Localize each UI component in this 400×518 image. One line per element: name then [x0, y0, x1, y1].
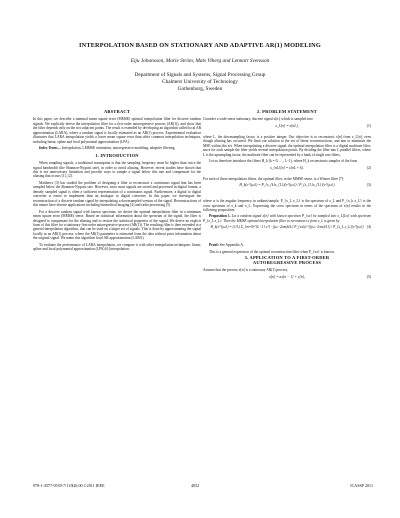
- equation-3-number: (3): [366, 183, 371, 188]
- affiliation-city: Gothenburg, Sweden: [177, 86, 223, 93]
- affiliation: [0, 72, 400, 94]
- equation-4-number: (4): [366, 225, 371, 230]
- author-list: Eiju Johansson, Marie Ström, Mats Viberg and Lennart Svensson: [130, 58, 270, 64]
- abstract-heading: ABSTRACT: [103, 109, 131, 114]
- index-terms-text: Interpolation, LMMSE estimation, autoregressive modeling, adaptive filtering: [62, 146, 175, 151]
- equation-1-number: (1): [366, 123, 371, 128]
- problem-paragraph-1: Consider a wide-sense stationary, discrete signal x[n], which is sampled into: [203, 117, 313, 122]
- equation-2-body: x_{nL}[n] = x[nL + k].: [270, 165, 304, 170]
- equation-4: [203, 225, 371, 241]
- proposition-label: Proposition 1.: [209, 214, 231, 219]
- equation-1-body: x_L[n] = x[nL],: [275, 123, 299, 128]
- affiliation-university: Chalmers University of Technology: [162, 79, 238, 86]
- footer-page-number: 4052: [191, 483, 200, 488]
- intro-paragraph-2: Matthews [3] has studied the problem of designing a filter to reconstruct a continuous signal that has been sampled below the Shannon-Nyquist rate. However, since most signals are stored and processed in digital format, a densely sampled signal is often a sufficient representation of a continuous signal. Furthermore, a digital to digital converter is easier to implement than an analogue to digital converter. In this paper, we investigate the reconstruction of a discrete random signal by interpolating a downsampled version of the signal. Reconstructions of this nature have diverse applications including biomedical imaging [4] and radio processing [5].: [33, 180, 201, 208]
- proposition-1: [203, 214, 371, 223]
- equation-2: [203, 166, 371, 175]
- equation-1: [203, 124, 371, 133]
- equation-5-body: x[n] = ax[n − 1] + e[n],: [269, 274, 305, 279]
- intro-paragraph-3: For a discrete random signal with known spectrum, we derive the optimal interpolation filter in a minimum mean square error (MMSE) sense. Based on statistical information about the spectrum of the signal, the filter is designed to compensate for the aliasing and to restore the statistical properties of the signal. We derive an explicit form of this filter for a stationary first-order autoregressive process (AR(1)). The resulting filter is then extended to a general interpolation algorithm, that can be used on a larger set of signals. This is done by approximating the signal locally as an AR(1) process, where the AR(1) parameter is estimated from the data without prior information about the original signal. We name this algorithm local AR approximation (LARA).: [33, 209, 201, 241]
- intro-paragraph-1: When sampling signals, a traditional assumption is that the sampling frequency must be higher than twice the signal bandwidth (the Shannon-Nyquist rate), in order to avoid aliasing. However, recent studies have shown that this is not unnecessary limitation and provide ways to sample a signal below this rate and compensate for the aliasing that occurs [1], [2].: [33, 161, 201, 179]
- ar1-heading-line-2: AUTOREGRESSIVE PROCESS: [252, 259, 322, 265]
- proof-label: Proof:: [209, 243, 219, 248]
- equation-2-number: (2): [366, 165, 371, 170]
- affiliation-department: Department of Signals and Systems, Signal Processing Group: [134, 72, 266, 78]
- intro-heading: 1. INTRODUCTION: [95, 152, 139, 158]
- index-terms: [33, 146, 201, 150]
- problem-paragraph-4: For each of these interpolation filters, the optimal filter, in the MMSE sense, is a Wiener filter [7]:: [203, 176, 344, 181]
- right-column: [203, 108, 371, 286]
- paper-title: INTERPOLATION BASED ON STATIONARY AND ADAPTIVE AR(1) MODELING: [79, 42, 321, 49]
- intro-paragraph-4: To evaluate the performance of LARA interpolation, we compare it with other interpolation techniques: linear, spline and local polynomial approximation (LPA) [6] interpolation.: [33, 242, 201, 252]
- abstract-text: In this paper, we describe a minimal mean square error (MMSE) optimal interpolation filter for discrete random signals. We explicitly derive the interpolation filter for a first-order autoregressive process (AR(1)), and show that the filter depends only on the two adjacent points. The result is extended by developing an algorithm called local AR approximation (LARA), where a random signal is locally estimated as an AR(1) process. Experimental evaluation illustrates that LARA interpolation yields a lower mean square error than other common interpolation techniques, including linear, spline and local polynomial approximation (LPA).: [33, 117, 201, 144]
- footer-copyright: 978-1-4577-0539-7/11/$26.00 ©2011 IEEE: [33, 483, 105, 488]
- footer-venue: ICASSP 2011: [350, 483, 373, 488]
- equation-4-body: H_k(e^{jω}) = (1/L) Σ_{m=0}^{L−1} e^{−j(ω−2πm)k/L} P_{xx}(e^{j(ω−2πm)/L}) / P_{x_L x_L}(e^{jω}): [210, 225, 364, 230]
- problem-heading: 2. PROBLEM STATEMENT: [257, 109, 317, 114]
- proposition-text: Let a random signal x[n] with known spectrum P_{xx} be sampled into x_L[Ln] with spectrum P_{x_L x_L}. Then the MMSE optimal interpolation filter to reconstruct x from x_L is given by: [203, 214, 371, 223]
- left-column: [33, 108, 201, 254]
- ar1-heading: [203, 256, 371, 265]
- equation-5-number: (5): [366, 274, 371, 279]
- index-terms-label: Index Terms—: [39, 146, 62, 151]
- ar1-paragraph-1: Assume that the process x[n] is a stationary AR(1) process,: [203, 268, 289, 273]
- proof-text: See Appendix A.: [219, 243, 244, 248]
- proof: [203, 243, 371, 247]
- problem-paragraph-5: where ω is the angular frequency in radians/sample, P_{x_L x_L} is the spectrum of x_L and P_{x_k x_L} is the cross spectrum of x_k and x_L. Expressing the cross spectrum in terms of the spectrum of x[n] results in the following proposition.: [203, 199, 371, 212]
- problem-paragraph-6: This is a general expression of the optimal reconstruction filter when P_{xx} is known.: [209, 249, 335, 254]
- equation-5: [203, 275, 371, 284]
- ar1-heading-line-1: 3. APPLICATION TO A FIRST-ORDER: [244, 255, 330, 261]
- problem-paragraph-2: where L, the downsampling factor, is a positive integer. Our objective is to reconstruct x[n] from x_L[n], even though aliasing has occurred. We limit our solution to the set of linear reconstructions, and aim to minimize the MSE within this set. When interpolating a discrete signal, the optimal interpolation filter is a digital multirate filter, since for each sample the filter yields several interpolation points. By dividing the filter into L parallel filters, where L is the upsampling factor, the multirate filter can be represented by a bank of single rate filters.: [203, 134, 371, 157]
- equation-3-body: H_k(e^{jω}) = P_{x_{k}x_{L}}(e^{jω}) / P_{x_{L}x_{L}}(e^{jω}): [239, 183, 335, 188]
- equation-3: [203, 183, 371, 197]
- problem-paragraph-3: Let us therefore introduce the filters H_k (k = 0, …, L−1), where H_k reconstructs samples of the form: [209, 159, 358, 164]
